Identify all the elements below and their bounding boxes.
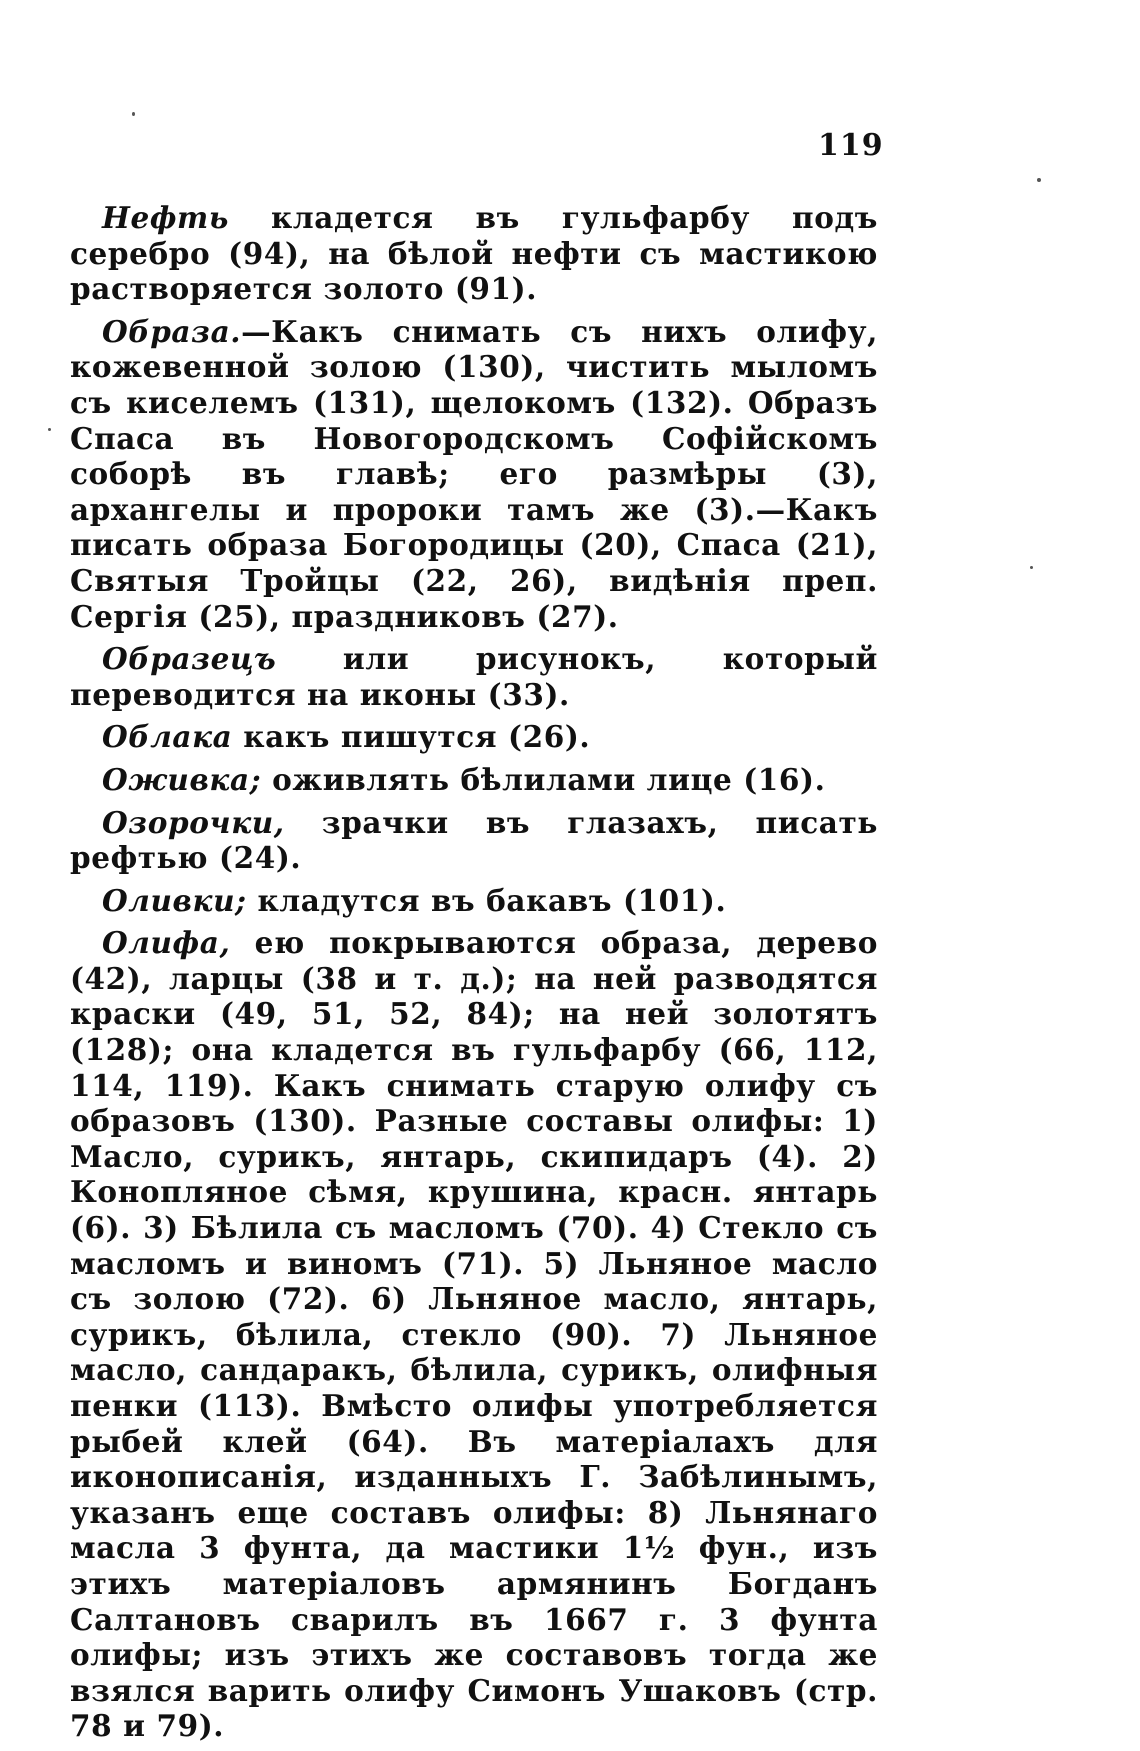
entry-olivki: [70, 883, 878, 919]
entry-text: кладутся въ бакавъ (101).: [246, 882, 727, 918]
entry-text: какъ пишутся (26).: [232, 719, 591, 755]
entry-term: Образецъ: [102, 641, 277, 677]
entry-text: зрачки въ глазахъ, писать рефтью (24).: [70, 804, 878, 876]
entry-oblaka: [70, 719, 878, 755]
page-number: 119: [818, 128, 884, 163]
entry-term: Нефть: [102, 200, 229, 235]
entry-term: Облака: [102, 719, 233, 755]
ink-speck-right: [1037, 178, 1041, 182]
entry-neft: [70, 200, 878, 307]
ink-speck-margin: [1030, 566, 1033, 569]
entry-term: Образа.: [102, 313, 242, 349]
entry-text: —Какъ снимать съ нихъ олифу, кожевенной золою (130), чистить мыломъ съ киселемъ (131), щелокомъ (132). Образъ Спаса въ Новогородскомъ Софійскомъ соборѣ въ главѣ; его размѣры (3), архангелы и пророки тамъ же (3).—Какъ писать образа Богородицы (20), Спаса (21), Святыя Тройцы (22, 26), видѣнія преп. Сергія (25), праздниковъ (27).: [70, 313, 878, 634]
entry-ozorochki: [70, 805, 878, 876]
entry-text: кладется въ гульфарбу подъ серебро (94), на бѣлой нефти съ мастикою растворяется золото (91).: [70, 200, 878, 307]
entry-text: или рисунокъ, который переводится на иконы (33).: [70, 641, 878, 712]
entry-term: Оживка;: [102, 761, 262, 797]
entry-olifa: [70, 925, 878, 1744]
ink-speck-left: [48, 428, 51, 431]
entry-term: Олифа,: [102, 925, 231, 961]
entry-obrazets: [70, 641, 878, 712]
entry-obraza: [70, 314, 878, 634]
entry-term: Озорочки,: [102, 804, 285, 840]
entry-text: ею покрываются образа, дерево (42), ларцы (38 и т. д.); на ней разводятся краски (49, 51, 52, 84); на ней золотятъ (128); она кладется въ гульфарбу (66, 112, 114, 119). Какъ снимать старую олифу съ образовъ (130). Разные составы олифы: 1) Масло, сурикъ, янтарь, скипидаръ (4). 2) Конопляное сѣмя, крушина, красн. янтарь (6). 3) Бѣлила съ масломъ (70). 4) Стекло съ масломъ и виномъ (71). 5) Льняное масло съ золою (72). 6) Льняное масло, янтарь, сурикъ, бѣлила, стекло (90). 7) Льняное масло, сандаракъ, бѣлила, сурикъ, олифныя пенки (113). Вмѣсто олифы употребляется рыбей клей (64). Въ матеріалахъ для иконописанія, изданныхъ Г. Забѣлинымъ, указанъ еще составъ олифы: 8) Льнянаго масла 3 фунта, да мастики 1½ фун., изъ этихъ матеріаловъ армянинъ Богданъ Салтановъ сварилъ въ 1667 г. 3 фунта олифы; изъ этихъ же составовъ тогда же взялся варить олифу Симонъ Ушаковъ (стр. 78 и 79).: [70, 925, 878, 1744]
index-entries: [70, 200, 878, 1751]
ink-speck-top: [132, 112, 135, 116]
entry-ozhivka: [70, 762, 878, 798]
entry-term: Оливки;: [102, 882, 247, 918]
entry-text: оживлять бѣлилами лице (16).: [261, 761, 826, 797]
